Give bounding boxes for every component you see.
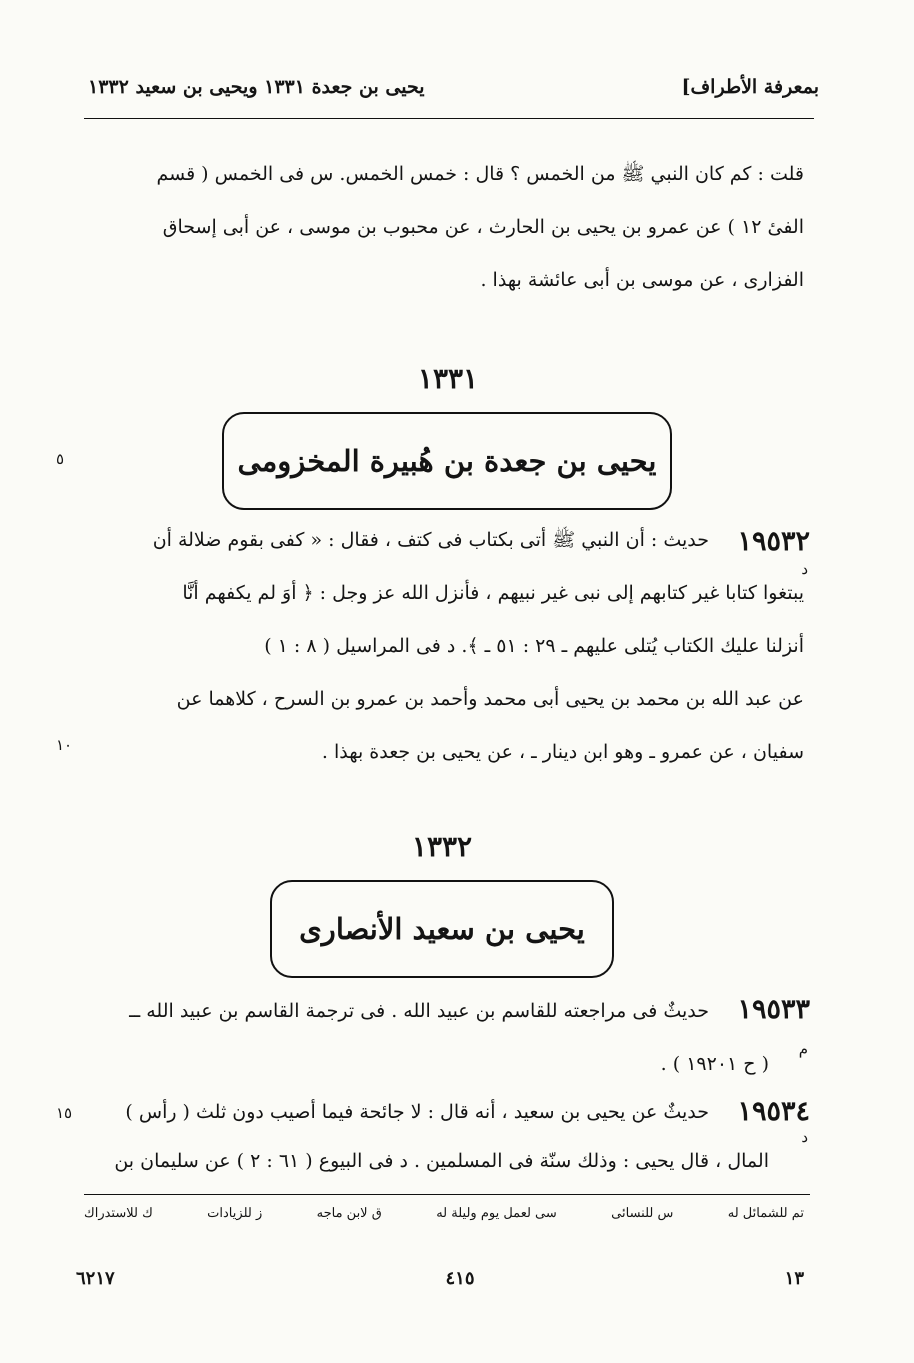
hadith-text <box>84 985 709 1038</box>
text-line: الفزارى ، عن موسى بن أبى عائشة بهذا . <box>480 269 804 291</box>
running-header-book: بمعرفة الأطراف] <box>681 76 819 98</box>
text-line: ( ح ١٩٢٠١ ) . <box>660 1053 769 1075</box>
abbrev-item: سى لعمل يوم وليلة له <box>436 1206 557 1221</box>
section-title-box <box>270 880 614 978</box>
text-line: المال ، قال يحيى : وذلك سنّة فى المسلمين . د فى البيوع ( ٦١ : ٢ ) عن سليمان بن <box>114 1150 769 1172</box>
text-line: حديثٌ فى مراجعته للقاسم بن عبيد الله . فى ترجمة القاسم بن عبيد الله ــ <box>129 1000 709 1022</box>
abbrev-item: ك للاستدراك <box>84 1206 153 1221</box>
collection-sigla: د <box>801 1128 808 1146</box>
hadith-text-cont <box>84 1135 769 1188</box>
section-title: يحيى بن جعدة بن هُبيرة المخزومى <box>237 444 657 478</box>
line-number-marker: ٥ <box>56 450 65 468</box>
intro-paragraph <box>84 148 804 307</box>
abbreviation-key <box>84 1206 804 1221</box>
hadith-number: ١٩٥٣٣ <box>737 994 810 1025</box>
hadith-number: ١٩٥٣٢ <box>737 526 810 557</box>
text-line: عن عبد الله بن محمد بن يحيى أبى محمد وأحمد بن عمرو بن السرح ، كلاهما عن <box>176 688 804 710</box>
hadith-text-cont <box>84 567 804 779</box>
volume-number: ١٣ <box>784 1268 804 1289</box>
text-line: أنزلنا عليك الكتاب يُتلى عليهم ـ ٢٩ : ٥١ ـ ﴾. د فى المراسيل ( ٨ : ١ ) <box>264 635 804 657</box>
section-number: ١٣٣١ <box>417 362 479 395</box>
footnote-rule <box>84 1194 810 1195</box>
abbrev-item: ز للزيادات <box>207 1206 263 1221</box>
text-line: قلت : كم كان النبي ﷺ من الخمس ؟ قال : خمس الخمس. س فى الخمس ( قسم <box>156 163 804 185</box>
abbrev-item: ق لابن ماجه <box>316 1206 382 1221</box>
collection-sigla: م <box>798 1040 808 1058</box>
hadith-number: ١٩٥٣٤ <box>737 1096 810 1127</box>
header-rule <box>84 118 814 119</box>
text-line: سفيان ، عن عمرو ـ وهو ابن دينار ـ ، عن يحيى بن جعدة بهذا . <box>321 741 804 763</box>
section-number: ١٣٣٢ <box>411 830 473 863</box>
hadith-text <box>84 1086 709 1139</box>
section-title-box <box>222 412 672 510</box>
hadith-text <box>84 514 709 567</box>
text-line: حديثٌ عن يحيى بن سعيد ، أنه قال : لا جائحة فيما أصيب دون ثلث ( رأس ) <box>125 1101 709 1123</box>
collection-sigla: د <box>801 560 808 578</box>
text-line: الفىٔ ١٢ ) عن عمرو بن يحيى بن الحارث ، عن محبوب بن موسى ، عن أبى إسحاق <box>162 216 804 238</box>
line-number-marker: ١٥ <box>56 1104 73 1122</box>
text-line: حديث : أن النبي ﷺ أتى بكتاب فى كتف ، فقال : « كفى بقوم ضلالة أن <box>152 529 709 551</box>
section-title: يحيى بن سعيد الأنصارى <box>299 912 585 946</box>
abbrev-item: س للنسائى <box>611 1206 674 1221</box>
text-line: يبتغوا كتابا غير كتابهم إلى نبى غير نبيهم ، فأنزل الله عز وجل : ﴿ أوَ لم يكفهم أنَّا <box>182 582 804 604</box>
line-number-marker: ١٠ <box>56 736 73 754</box>
hadith-text-cont <box>469 1038 769 1091</box>
abbrev-item: تم للشمائل له <box>727 1206 804 1221</box>
page-number: ٤١٥ <box>445 1268 475 1289</box>
running-header-title: يحيى بن جعدة ١٣٣١ ويحيى بن سعيد ١٣٣٢ <box>88 76 425 98</box>
footer-cumulative-number: ٦٢١٧ <box>76 1268 115 1289</box>
